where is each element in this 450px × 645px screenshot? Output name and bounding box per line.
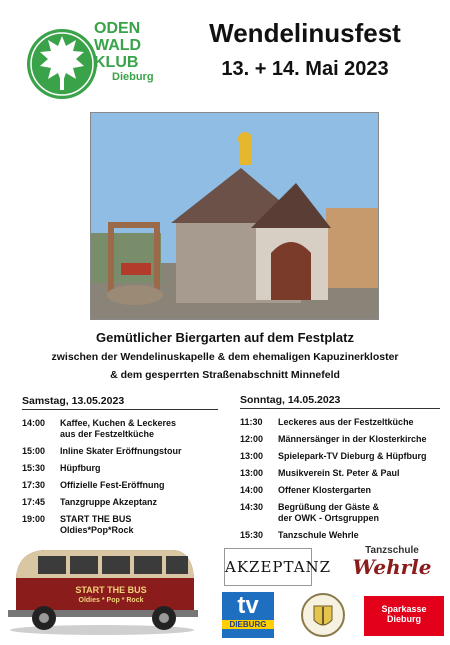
tv-dieburg-label: DIEBURG — [222, 620, 274, 629]
logo-text-klub: KLUB — [94, 54, 139, 71]
time: 12:00 — [240, 434, 264, 444]
logo-text-dieburg: Dieburg — [112, 71, 154, 83]
intro-line-3: & dem gesperrten Straßenabschnitt Minnefeld — [110, 369, 340, 381]
schedule-row — [240, 451, 440, 462]
wehrle-label: Wehrle — [352, 555, 432, 579]
sparkasse-label: Sparkasse — [381, 604, 427, 614]
tv-label: tv — [237, 592, 259, 619]
event: Offener Klostergarten — [278, 485, 372, 495]
musikverein-logo — [300, 592, 346, 638]
schedule-row — [240, 417, 440, 428]
time: 15:00 — [22, 446, 46, 456]
event: Inline Skater Eröffnungstour — [60, 446, 182, 456]
event: Hüpfburg — [60, 463, 101, 473]
akzeptanz-logo — [224, 548, 332, 586]
schedule-row — [240, 485, 440, 496]
schedule-row — [22, 480, 218, 491]
tv-dieburg-logo — [222, 592, 274, 638]
chapel-photo — [90, 112, 379, 320]
schedule-row — [240, 434, 440, 445]
sparkasse-logo — [364, 596, 444, 636]
akzeptanz-logo-text: AKZEPTANZ — [225, 558, 332, 576]
event: Tanzschule Wehrle — [278, 530, 359, 540]
schedule-row — [22, 463, 218, 474]
odenwaldklub-logo — [26, 20, 156, 102]
bus-tagline: Oldies * Pop * Rock — [78, 597, 144, 604]
time: 11:30 — [240, 417, 263, 427]
schedule-row — [240, 530, 440, 541]
event: START THE BUS Oldies*Pop*Rock — [60, 514, 134, 535]
schedule-row — [22, 446, 218, 457]
time: 15:30 — [240, 530, 264, 540]
intro-line-2: zwischen der Wendelinuskapelle & dem ehemaligen Kapuzinerkloster — [51, 351, 399, 363]
event: Männersänger in der Klosterkirche — [278, 434, 427, 444]
event: Offizielle Fest-Eröffnung — [60, 480, 165, 490]
logo-text-wald: WALD — [94, 37, 142, 54]
schedule-row — [22, 497, 218, 508]
time: 13:00 — [240, 451, 264, 461]
schedule-row — [22, 418, 218, 440]
tanzschule-label: Tanzschule — [365, 545, 419, 556]
event: Musikverein St. Peter & Paul — [278, 468, 400, 478]
time: 14:00 — [240, 485, 264, 495]
schedule-row — [22, 514, 218, 536]
sparkasse-dieburg-label: Dieburg — [386, 614, 421, 624]
saturday-schedule — [22, 395, 218, 542]
time: 17:45 — [22, 497, 46, 507]
saturday-heading: Samstag, 13.05.2023 — [22, 395, 218, 410]
bus-sign: START THE BUS — [75, 585, 147, 595]
event: Tanzgruppe Akzeptanz — [60, 497, 158, 507]
bus-image — [4, 538, 200, 636]
time: 17:30 — [22, 480, 46, 490]
time: 14:30 — [240, 502, 264, 512]
intro-heading: Gemütlicher Biergarten auf dem Festplatz — [96, 330, 354, 345]
page-title: Wendelinusfest — [209, 18, 401, 48]
event: Leckeres aus der Festzeltküche — [278, 417, 414, 427]
crest-icon — [300, 592, 346, 638]
schedule-row — [240, 502, 440, 524]
event: Begrüßung der Gäste & der OWK - Ortsgruppen — [278, 502, 380, 523]
time: 15:30 — [22, 463, 46, 473]
event: Spielepark-TV Dieburg & Hüpfburg — [278, 451, 427, 461]
event: Kaffee, Kuchen & Leckeres aus der Festzeltküche — [60, 418, 177, 439]
event-date: 13. + 14. Mai 2023 — [221, 58, 389, 80]
sunday-schedule — [240, 394, 440, 547]
sunday-heading: Sonntag, 14.05.2023 — [240, 394, 440, 409]
logo-text-oden: ODEN — [94, 20, 141, 37]
time: 19:00 — [22, 514, 46, 524]
schedule-row — [240, 468, 440, 479]
time: 13:00 — [240, 468, 264, 478]
time: 14:00 — [22, 418, 46, 428]
tanzschule-wehrle-logo — [336, 545, 448, 585]
